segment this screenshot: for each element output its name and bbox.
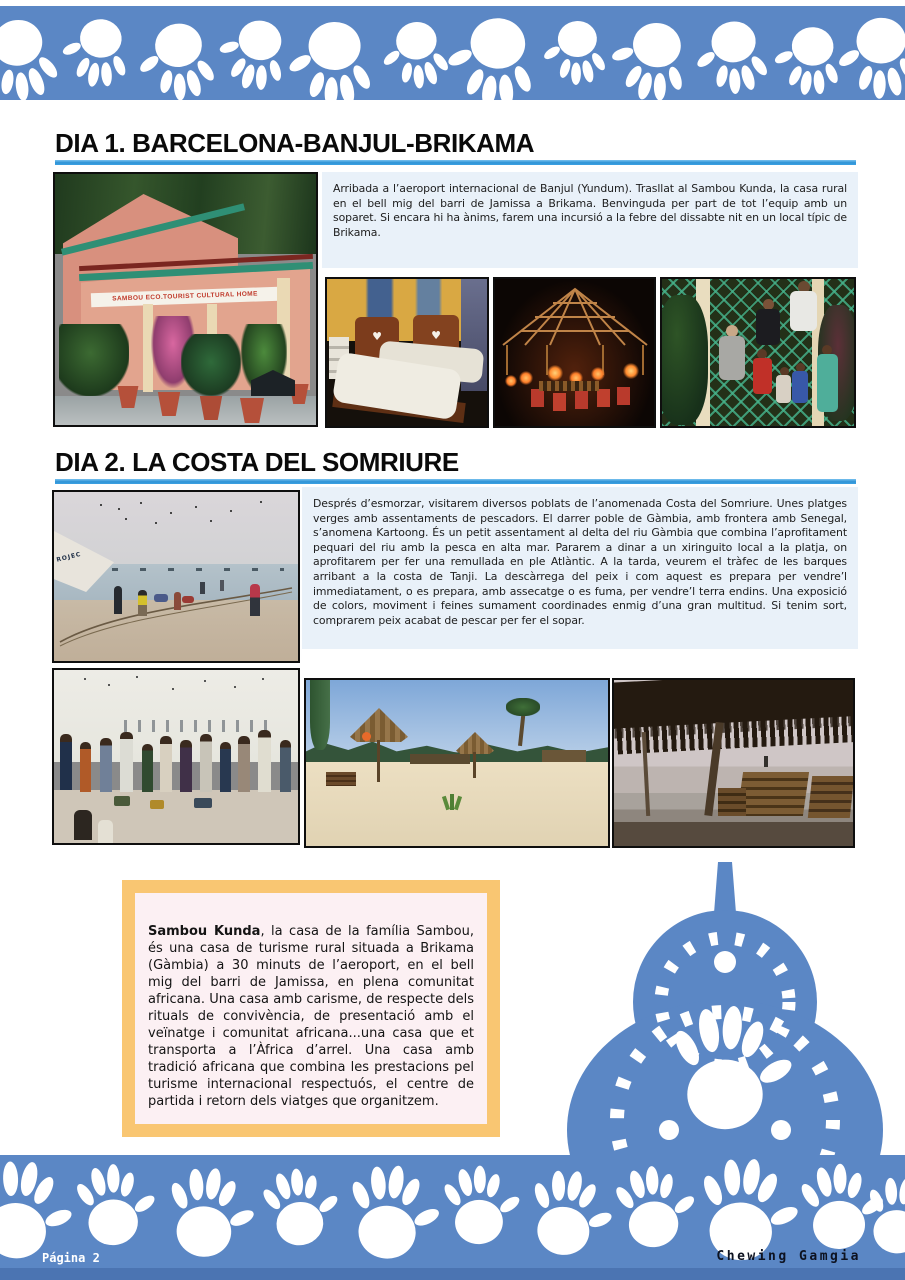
photo-sambou-kunda-house: [53, 172, 318, 427]
figure-white-robe: [120, 732, 133, 792]
umbrella-pole: [377, 740, 380, 782]
photo-palm-shade: [612, 678, 855, 848]
slat-bench: [718, 788, 746, 816]
figure: [60, 734, 72, 790]
figure: [180, 740, 192, 792]
brand-name: Chewing Gamgia: [716, 1249, 861, 1264]
infobox-body: , la casa de la família Sambou, és una casa de turisme rural situada a Brikama (Gàmbia) a 30 minuts de l’aeroport, en el bell mig del barri de Jamissa, en plena comunitat africana. Una casa amb carisme, de respecte dels rituals de convivència, de presentació amb el veïnatge i comunitat africana...una casa que et transporta a l’Àfrica d’arrel. Una casa amb tradició africana que combina les prestacions pel turisme internacional respectuós, el centre de partida i retorn dels viatges que organitzem.: [148, 924, 474, 1109]
bed-headboard: ♥: [355, 317, 399, 365]
candle-glow: [547, 365, 563, 381]
figure: [200, 582, 205, 594]
handprint-icon: [0, 13, 65, 100]
figure: [100, 738, 112, 792]
table: [539, 381, 599, 391]
handprint-icon: [861, 1173, 905, 1258]
title-rule: [55, 160, 856, 165]
sky: [306, 680, 608, 752]
mosque-clock-graphic: [545, 862, 905, 1155]
foreground-figure: [98, 820, 113, 844]
infobox-sambou-kunda: [122, 880, 500, 1137]
dark-sand: [614, 822, 853, 848]
palm-foliage: [310, 680, 330, 750]
handprint-icon: [211, 13, 294, 96]
beach-hut: [410, 754, 470, 764]
ground: [55, 396, 316, 425]
figure: [160, 736, 172, 792]
bundle: [182, 596, 194, 603]
handprint-icon: [132, 19, 219, 100]
footer-strip: [0, 1268, 905, 1280]
slat-bench: [737, 772, 809, 816]
candle-glow: [591, 367, 605, 381]
child-red: [753, 358, 772, 394]
title-rule: [55, 479, 856, 484]
infobox-lead: Sambou Kunda: [148, 924, 261, 939]
photo-group: [660, 277, 856, 428]
section-title-dia1: DIA 1. BARCELONA-BANJUL-BRIKAMA: [55, 128, 535, 158]
handprint-icon: [610, 1160, 702, 1252]
birds: [84, 678, 86, 680]
photo-bedroom: [325, 277, 489, 428]
photo-beach-umbrellas: [304, 678, 610, 848]
dia2-paragraph: Després d’esmorzar, visitarem diversos poblats de l’anomenada Costa del Somriure. Unes platges verges amb assentaments de pescadors. El darrer poble de Gàmbia, amb frontera amb Senegal, s’anomena Kartoong. És un petit assentament al delta del riu Gàmbia que combina l’aprofitament pequari del riu amb la pesca en alta mar. Pararem a dinar a un xiringuito local a la platja, on aprofitarem per fer una remullada en ple Atlàntic. A la tarda, veurem el tràfec de les barques arribant a la costa de Tanji. La descàrrega del peix i com aquest es prepara per vendre’l immediatament, o es prepara, amb assecatge o es fuma, per vendre’l terra endins. Una exposició de colors, moviment i feines sumament coordinades enmig d’una gran multitud. Si tenim sort, comprarem peix acabat de pescar per fer el sopar.: [302, 487, 858, 649]
candle-glow: [519, 371, 533, 385]
bed-headboard: ♥: [413, 315, 459, 365]
lounger: [326, 772, 356, 786]
handprint-icon: [285, 21, 374, 100]
buoy: [362, 732, 371, 741]
umbrella-pole: [473, 752, 476, 778]
beach-hut: [542, 750, 586, 762]
crate: [194, 798, 212, 808]
handprint-icon: [163, 1164, 261, 1261]
person-white-shirt: [790, 291, 817, 331]
red-chair: [597, 389, 610, 407]
figure: [220, 742, 231, 792]
figure: [114, 586, 122, 614]
bucket: [150, 800, 164, 809]
distant-figure: [764, 756, 768, 767]
bundle: [154, 594, 168, 602]
handprint-icon: [257, 1162, 346, 1251]
handprint-icon: [72, 1159, 162, 1248]
figure-yellow: [138, 590, 147, 616]
slat-bench: [808, 776, 854, 818]
handprint-icon: [0, 1155, 81, 1266]
handprint-icon: [771, 25, 844, 98]
fishing-net: [54, 492, 298, 661]
handprint-icon: [540, 19, 609, 87]
child: [776, 375, 791, 403]
handprint-icon: [58, 16, 132, 90]
photo-beach-nets: [52, 490, 300, 663]
plant: [660, 295, 708, 425]
candle-glow: [623, 363, 639, 379]
bucket: [114, 796, 130, 806]
figure: [174, 592, 181, 610]
handprint-icon: [690, 17, 772, 99]
handprint-icon: [834, 15, 905, 100]
handprint-icon: [440, 1162, 525, 1247]
figure-red: [250, 584, 260, 616]
red-chair: [617, 387, 630, 405]
photo-night-hut: [493, 277, 656, 428]
handprint-icon: [344, 1162, 445, 1262]
handprint-icon: [443, 15, 539, 100]
figure: [80, 742, 91, 792]
foreground-figure: [74, 810, 92, 840]
person-black-shirt: [756, 309, 780, 345]
section-title-dia2: DIA 2. LA COSTA DEL SOMRIURE: [55, 447, 459, 477]
child-teal: [817, 354, 838, 412]
infobox-text: [135, 893, 487, 1124]
handprint-band-art: [0, 6, 905, 100]
figure: [280, 740, 291, 792]
figure: [238, 736, 250, 792]
dia1-paragraph: Arribada a l’aeroport internacional de Banjul (Yundum). Trasllat al Sambou Kunda, la casa rural en el bell mig del barri de Jamissa a Brikama. Benvinguda per part de tot l’equip amb un soparet. Si encara hi ha ànims, farem una incursió a la febre del dissabte nit en un local típic de Brikama.: [322, 172, 858, 268]
distant-crowd: [124, 720, 274, 732]
figure: [200, 734, 212, 792]
photo-fish-market-crowd: [52, 668, 300, 845]
figure-white-robe: [258, 730, 271, 792]
figure: [220, 580, 224, 591]
footer-handprint-band: [0, 1155, 905, 1280]
handprint-icon: [603, 16, 694, 100]
red-chair: [553, 393, 566, 411]
candle-glow: [505, 375, 517, 387]
house-sign: SAMBOU ECO.TOURIST CULTURAL HOME: [91, 287, 279, 308]
header-handprint-band: [0, 6, 905, 100]
handprint-icon: [376, 17, 453, 94]
red-chair: [575, 391, 588, 409]
plant: [59, 324, 129, 396]
palm-crown: [506, 698, 540, 716]
red-chair: [531, 389, 544, 407]
person-grey: [719, 336, 745, 380]
plant: [181, 334, 241, 396]
child-blue: [792, 371, 808, 403]
page-number: Página 2: [42, 1251, 100, 1265]
figure: [142, 744, 153, 792]
boat-text: ROJEC: [55, 550, 83, 564]
handprint-icon: [523, 1165, 620, 1262]
